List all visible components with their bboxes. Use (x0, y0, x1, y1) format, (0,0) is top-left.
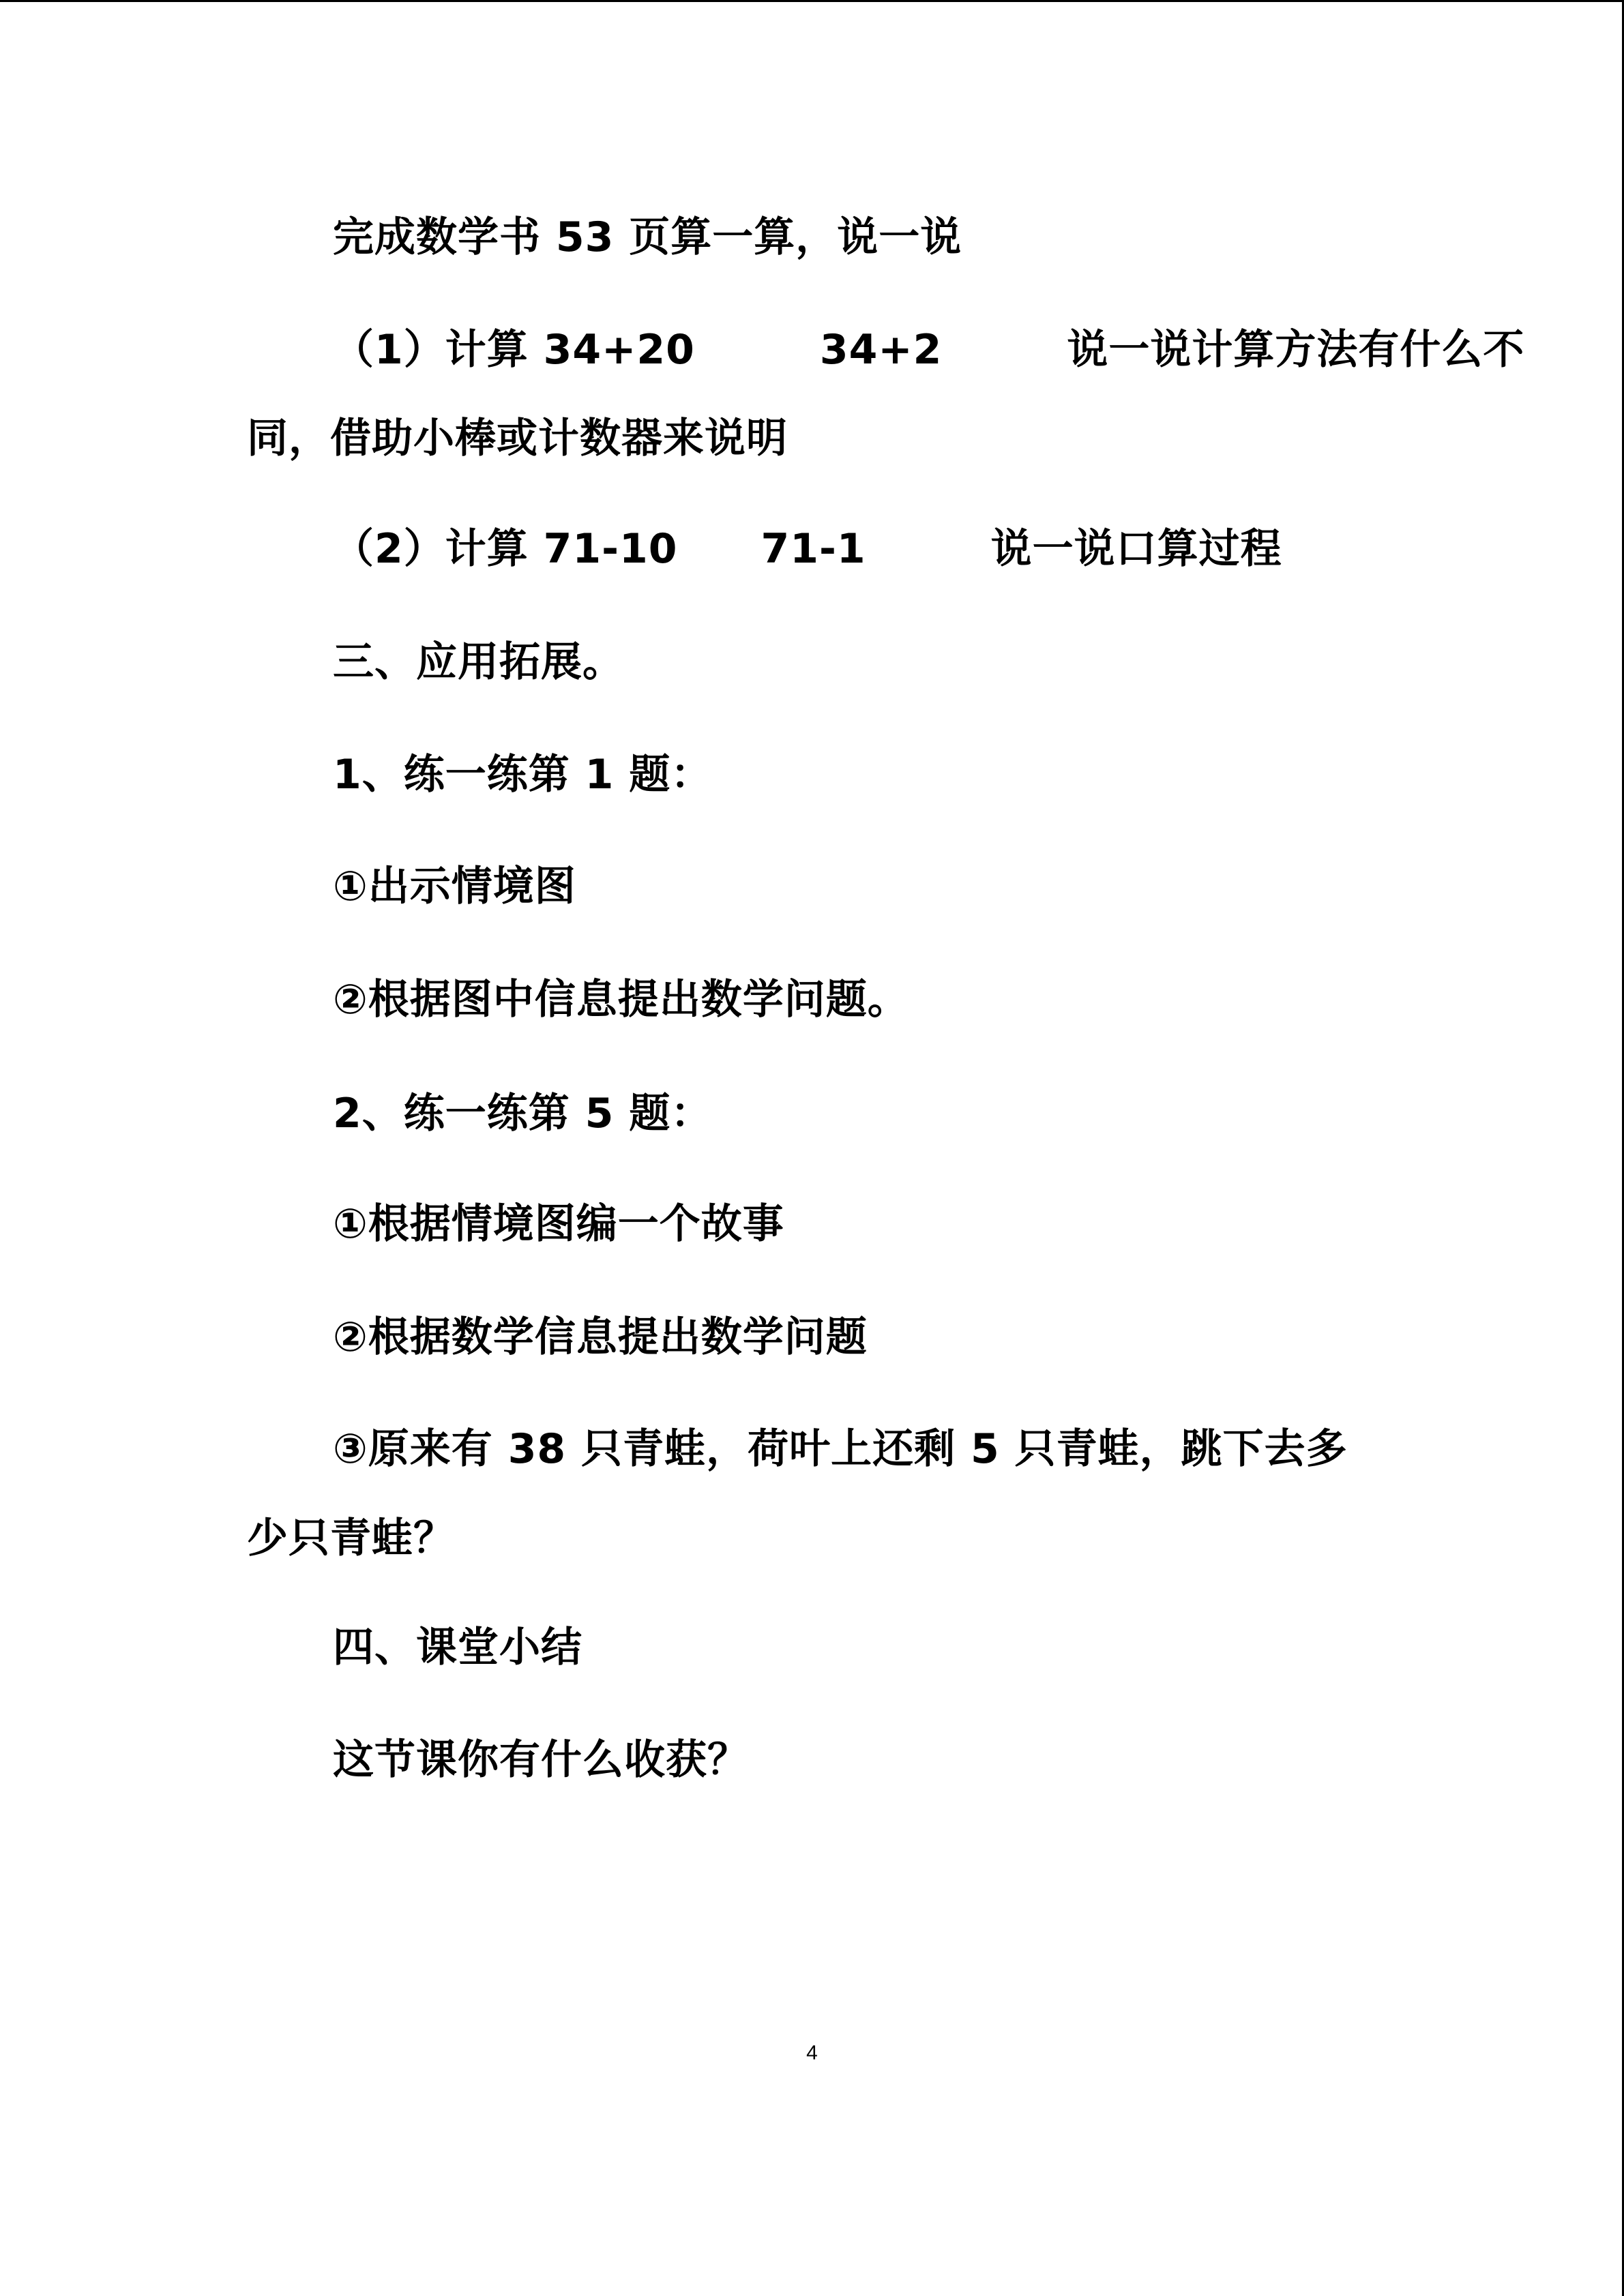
exercise-1-item-1: ①出示情境图 (333, 863, 576, 910)
exercise-2-item-3-continuation: 少只青蛙？ (247, 1515, 455, 1562)
question-2-line: （2）计算 71-10 71-1 说一说口算过程 (333, 525, 1282, 573)
page-number: 4 (806, 2042, 818, 2064)
section-heading-3: 三、应用拓展。 (333, 638, 624, 686)
question-1-continuation: 同，借助小棒或计数器来说明 (247, 415, 788, 462)
exercise-1-item-2: ②根据图中信息提出数学问题。 (333, 976, 909, 1024)
exercise-2-item-1: ①根据情境图编一个故事 (333, 1200, 784, 1248)
question-1-line: （1）计算 34+20 34+2 说一说计算方法有什么不 (333, 326, 1525, 374)
exercise-2-heading: 2、练一练第 5 题： (333, 1090, 713, 1137)
section-heading-4: 四、课堂小结 (333, 1624, 582, 1671)
exercise-2-item-3: ③原来有 38 只青蛙，荷叶上还剩 5 只青蛙，跳下去多 (333, 1425, 1348, 1473)
instruction-line: 完成数学书 53 页算一算，说一说 (333, 213, 962, 261)
exercise-1-heading: 1、练一练第 1 题： (333, 751, 713, 799)
exercise-2-item-2: ②根据数学信息提出数学问题 (333, 1313, 868, 1361)
summary-question: 这节课你有什么收获？ (333, 1736, 749, 1784)
